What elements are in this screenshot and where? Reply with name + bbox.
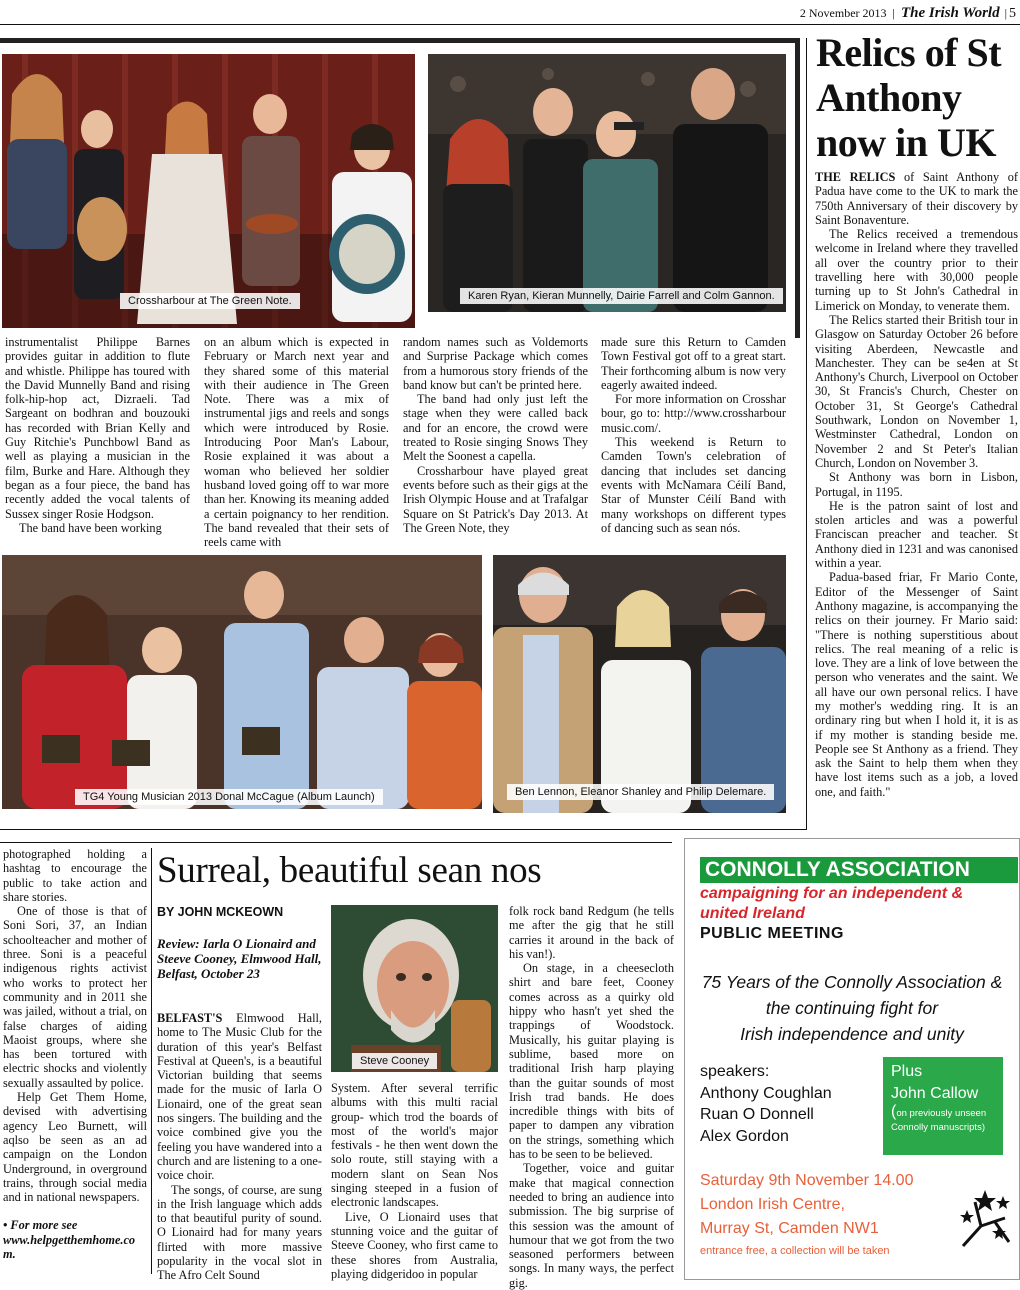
- young-musician-photo: [2, 555, 482, 809]
- crossharbour-article-col1: [5, 335, 190, 535]
- karen-ryan-caption: Karen Ryan, Kieran Munnelly, Dairie Farrell and Colm Gannon.: [460, 288, 783, 304]
- young-musician-illustration: [2, 555, 482, 809]
- crossharbour-article-col3: [403, 335, 588, 535]
- plus-note: [891, 1105, 995, 1135]
- article-paragraph: For more information on Crossharbour, go to: http://www.crossharbourmusic.com/.: [601, 392, 786, 435]
- publication-name: The Irish World: [900, 5, 1000, 21]
- header-divider: |: [892, 6, 895, 20]
- crossharbour-photo: [2, 54, 415, 328]
- article-paragraph: The Relics received a tremendous welcome in Ireland where they travelled all over the country prior to their travelling here with 30,000 people turning up to St John's Cathedral in Limerick on Monday, to venerate them.: [815, 227, 1018, 313]
- article-paragraph: Live, O Lionaird uses that stunning voice and the guitar of Steeve Cooney, who first came to these shores from Australia, playing didgeridoo in popular: [331, 1209, 498, 1281]
- article-paragraph: St Anthony was born in Lisbon, Portugal, in 1195.: [815, 470, 1018, 499]
- connolly-theme-line1: 75 Years of the Connolly Association &: [701, 972, 1003, 992]
- article-paragraph: Help Get Them Home, devised with advertising agency Leo Burnett, will aqlso be seen as an ad campaign on the London Underground, in overground trains, through social media and in national newspapers.: [3, 1090, 147, 1205]
- article-paragraph: Padua-based friar, Fr Mario Conte, Editor of the Messenger of Saint Anthony magazine, is accompanying the relics on their journey. Fr Mario said: "There is nothing superstitious about relics. The real meaning of a relic is love. They are a link of love between the person who venerates and the saint. We all have our own personal relics. I have my mother's wedding ring. It is an ordinary ring but when I hold it, it is as if my mother is standing beside me. People see St Anthony as a friend. They ask the Saint to help them when they have lost items such as a job, a loved one, and faith.": [815, 570, 1018, 799]
- plough-emblem-icon: [955, 1184, 1015, 1254]
- connolly-ad: [684, 838, 1020, 1280]
- connolly-theme-line3: Irish independence and unity: [740, 1024, 964, 1044]
- karen-ryan-group-photo: [428, 54, 786, 312]
- article-paragraph: Together, voice and guitar make that magical connection needed to bring an audience into submission. The big surprise of this session was the amount of humour that we got from the two seasoned performers between songs. In many ways, the perfect gig.: [509, 1161, 674, 1290]
- more-info-url[interactable]: www.helpgetthemhome.com.: [3, 1232, 136, 1262]
- crossharbour-article-col2: [204, 335, 389, 549]
- relics-article: [815, 170, 1018, 799]
- article-paragraph: Crossharbour have played great events before such as their gigs at the Irish Olympic House and at Trafalgar Square on St Patrick's Day 2013. At The Green Note, they: [403, 463, 588, 535]
- event-entrance: entrance free, a collection will be taken: [700, 1245, 890, 1257]
- article-paragraph: made sure this Return to Camden Town Festival got off to a great start. Their forthcoming album is now very eagerly awaited indeed.: [601, 335, 786, 392]
- sean-nos-lead-rest: Elmwood Hall, home to The Music Club for the duration of this year's Belfast Festival at Queen's, is a beautiful Victorian building that seems made for the music of Iarla O Lionaird, one of the great sean nos singers. The building and the voice combined give you the feeling you have wandered into a church and are listening to a one-voice choir.: [157, 1011, 322, 1183]
- event-venue-line2: Murray St, Camden NW1: [700, 1220, 879, 1237]
- photo-frame-top-right: [795, 38, 800, 338]
- speaker-name: Anthony Coughlan: [700, 1084, 832, 1102]
- sean-nos-lead-caps: BELFAST'S: [157, 1011, 223, 1025]
- article-paragraph: He is the patron saint of lost and stolen articles and was a powerful Franciscan preacher and teacher. St Anthony died in 1231 and was canonised within a year.: [815, 498, 1018, 571]
- relics-headline: Relics of St Anthony now in UK: [816, 30, 1002, 165]
- sean-nos-col3: [509, 904, 674, 1290]
- sean-nos-byline: BY JOHN MCKEOWN: [157, 905, 284, 919]
- young-musician-caption: TG4 Young Musician 2013 Donal McCague (Album Launch): [75, 789, 383, 805]
- article-paragraph: This weekend is Return to Camden Town's celebration of dancing that includes set dancing events with McNamara Céilí Band, Star of Munster Céilí Band with many workshops on different types of dancing such as sean nós.: [601, 435, 786, 535]
- article-paragraph: The Relics started their British tour in Glasgow on Saturday October 26 before visiting Aberdeen, Newcastle and Manchester. They can be se4en at St Anthony's Church, Liverpool on October 30, St Francis's Church, Chester on October 31, St George's Cathedral Southwark, London on November 1, Westminster Cathedral, London on November 2 and St Peter's Italian Church, London on November 3.: [815, 312, 1018, 470]
- steve-cooney-illustration: [331, 905, 498, 1072]
- plus-label: Plus: [891, 1063, 923, 1080]
- help-get-them-home-article: [3, 847, 147, 1261]
- connolly-subtitle-line2: united Ireland: [700, 905, 805, 922]
- left-column-rule: [151, 848, 152, 1274]
- section-rule: [0, 829, 806, 830]
- article-paragraph: The band had only just left the stage when they were called back and for an encore, the crowd were treated to Rosie singing Snows They Melt the Soonest a capella.: [403, 392, 588, 464]
- sean-nos-lead: [157, 1011, 322, 1183]
- plus-note-paren: (: [891, 1103, 897, 1120]
- event-venue-line1: London Irish Centre,: [700, 1196, 845, 1213]
- article-paragraph: System. After several terrific albums with this multi racial group- which trod the boards of most of the world's major festivals - he then went down the solo route, still staying with a modern slant on Sean Nos singing steeped in a fusion of electronic landscapes.: [331, 1081, 498, 1210]
- ben-lennon-illustration: [493, 555, 786, 813]
- steve-cooney-caption: Steve Cooney: [352, 1053, 437, 1069]
- header-divider: |: [1004, 6, 1007, 20]
- relics-lead-caps: THE RELICS: [815, 170, 896, 184]
- speaker-name: Ruan O Donnell: [700, 1106, 814, 1123]
- relics-lead-rest: of Saint Anthony of Padua have come to the UK to mark the 750th Anniversary of their discovery by Saint Bonaventure.: [815, 170, 1018, 227]
- speaker-name: Alex Gordon: [700, 1127, 789, 1145]
- article-paragraph: random names such as Voldemorts and Surprise Package which comes from a humorous story friends of the band know but can't be printed here.: [403, 335, 588, 392]
- crossharbour-caption: Crossharbour at The Green Note.: [120, 293, 300, 309]
- article-paragraph: On stage, in a cheesecloth shirt and bare feet, Cooney comes across as a quirky old hippy who hasn't yet shed the trappings of Woodstock. Musically, his guitar playing is sublime, based more on traditional Irish harp playing than the guitar sounds of most Irish trad bands. He does incredible things with bits of paper to dampen any vibration on the strings, something which has to be seen to be believed.: [509, 961, 674, 1162]
- column-rule: [806, 38, 807, 830]
- article-paragraph: instrumentalist Philippe Barnes provides guitar in addition to flute and whistle. Philippe has toured with the David Munnelly Band and rising folk-hip-hop act, Dizraeli. Tad Sargeant on bodhran and bouzouki has recorded with Brian Kelly and Guy Ritchie's Punchbowl Band as well as playing a musician in the film, Burke and Hare. Although they began as a four piece, the band has recently added the vocal talents of Sussex singer Rosie Hodgson.: [5, 335, 190, 521]
- crossharbour-photo-illustration: [2, 54, 415, 328]
- sean-nos-col2: [331, 1081, 498, 1281]
- connolly-plus-box: [883, 1057, 1003, 1155]
- karen-ryan-group-illustration: [428, 54, 786, 312]
- connolly-theme-line2: the continuing fight for: [765, 998, 939, 1018]
- article-paragraph: The band have been working: [19, 520, 162, 535]
- ben-lennon-caption: Ben Lennon, Eleanor Shanley and Philip Delemare.: [507, 784, 774, 800]
- plus-name: John Callow: [891, 1085, 979, 1102]
- more-info-label: • For more see: [3, 1218, 78, 1233]
- sean-nos-col1: [157, 1011, 322, 1283]
- section-rule-lower: [0, 842, 672, 843]
- plus-note-text: on previously unseen Connolly manuscripts): [891, 1108, 987, 1133]
- page-number: 5: [1009, 6, 1016, 21]
- issue-date: 2 November 2013: [799, 6, 887, 20]
- connolly-meeting: PUBLIC MEETING: [700, 925, 844, 942]
- article-paragraph: One of those is that of Soni Sori, 37, an Indian schoolteacher and mother of three. Soni is a peaceful indigenous rights activist who works to protect her community and in 2011 she was jailed, without a trial, on false charges of aiding Maoist groups, where she has been tortured with electric shocks and violently sexually assaulted by police.: [3, 904, 147, 1090]
- connolly-speakers: [700, 1061, 832, 1147]
- sean-nos-headline: Surreal, beautiful sean nos: [157, 850, 542, 891]
- connolly-theme: [685, 969, 1019, 1047]
- sean-nos-review-info: Review: Iarla O Lionaird and Steeve Cooney, Elmwood Hall, Belfast, October 23: [157, 936, 322, 981]
- article-paragraph: on an album which is expected in February or March next year and they shared some of this material with their audience in The Green Note. There was a mix of instrumental jigs and reels and songs which were introduced by Rosie. Introducing Poor Man's Labour, Rosie explained it was about a woman who believed her soldier husband loved going off to war more than her. Knowing its meaning added a certain poignancy to her rendition. The band revealed that their sets of reels came with: [204, 335, 389, 550]
- steve-cooney-photo: [331, 905, 498, 1072]
- article-paragraph: photographed holding a hashtag to encourage the public to take action and share stories.: [3, 847, 147, 904]
- header-rule: [0, 24, 1020, 25]
- article-paragraph: The songs, of course, are sung in the Irish language which adds to that beautiful purity of sound. O Lionaird had for many years flirted with more massive popularity in the vocal slot in The Afro Celt Sound: [157, 1182, 322, 1283]
- ben-lennon-photo: [493, 555, 786, 813]
- connolly-event-details: [700, 1169, 913, 1261]
- event-date: Saturday 9th November 14.00: [700, 1172, 914, 1189]
- page-header: [740, 4, 1016, 22]
- crossharbour-article-col4: [601, 335, 786, 535]
- more-info: [3, 1218, 147, 1261]
- speakers-label: speakers:: [700, 1063, 770, 1080]
- connolly-subtitle-line1: campaigning for an independent &: [700, 885, 964, 902]
- connolly-title: CONNOLLY ASSOCIATION: [700, 857, 1018, 883]
- relics-lead: [815, 170, 1018, 227]
- photo-frame-top: [0, 38, 800, 43]
- article-paragraph: folk rock band Redgum (he tells me after the gig that he still carries it around in the back of his van!).: [509, 904, 674, 961]
- connolly-subtitle: [700, 884, 1010, 924]
